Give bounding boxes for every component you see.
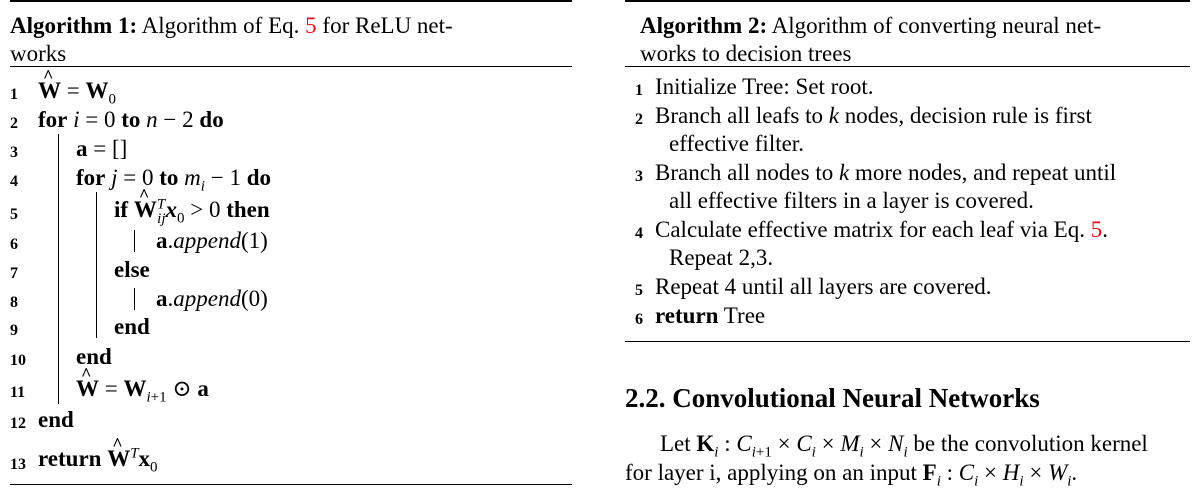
algo2-step-3-cont: all effective filters in a layer is covered. [669, 188, 1034, 213]
algo2-label: Algorithm 2: [640, 13, 768, 38]
line-number: 12 [10, 415, 26, 432]
algorithm-1 [10, 0, 572, 476]
algo2-caption: Algorithm 2: Algorithm of converting neural net- works to decision trees [640, 13, 1102, 66]
algo2-step-2-cont: effective filter. [669, 131, 804, 156]
algo1-line-12: end [38, 407, 74, 432]
algo1-line-13: return ^ $W^Tx_0$ [38, 446, 158, 472]
algo2-step-4-cont: Repeat 2,3. [669, 245, 774, 270]
algo1-line-3: a = [] [76, 136, 128, 161]
line-number: 13 [10, 456, 26, 473]
algo2-step-5: Repeat 4 until all layers are covered. [655, 274, 992, 299]
algo1-caption-rule [10, 66, 572, 67]
line-number: 7 [10, 265, 18, 282]
line-number: 10 [10, 352, 26, 369]
algo1-bottom-rule [10, 484, 572, 485]
eq-reference-link[interactable]: 5 [305, 13, 317, 38]
algo1-line-7: else [114, 257, 150, 282]
line-number: 6 [10, 236, 18, 253]
line-number: 4 [10, 173, 18, 190]
algo1-line-10: end [76, 344, 112, 369]
algo1-line-6: a.append(1) [156, 228, 268, 253]
section-heading: 2.2. Convolutional Neural Networks [625, 383, 1040, 413]
algo2-step-6: return Tree [655, 303, 766, 328]
algo2-step-3: Branch all nodes to k more nodes, and repeat until [655, 160, 1117, 185]
step-number: 4 [635, 225, 643, 242]
line-number: 8 [10, 294, 18, 311]
section-paragraph-line-2: for layer i, applying on an input $F_i$ : $C_i \times H_i \times W_i$. [625, 460, 1078, 490]
for-i-block-bar [58, 134, 59, 404]
eq-reference-link[interactable]: 5 [1090, 217, 1103, 242]
step-number: 3 [635, 168, 643, 185]
algo1-line-2: for i = 0 to n − 2 do [38, 107, 224, 132]
for-j-block-bar [96, 192, 97, 338]
algo1-line-1: ^ $W = W_0$ [38, 78, 116, 104]
algo1-label: Algorithm 1: [10, 13, 138, 38]
step-number: 5 [635, 282, 643, 299]
algo2-caption-rule [625, 66, 1190, 67]
section-paragraph-line-1: Let $K_i$ : $C_{i+1} \times C_i \times M_i \times N_i$ be the convolution kernel [660, 431, 1148, 461]
step-number: 6 [635, 311, 643, 328]
line-number: 2 [10, 115, 18, 132]
algo1-line-5: if ^ $W^T_{ij}x_0 > 0$ then [114, 197, 270, 223]
algo2-step-2: Branch all leafs to k nodes, decision rule is first [655, 103, 1092, 128]
algorithm-2 [625, 0, 1190, 328]
line-number: 5 [10, 206, 18, 223]
algo1-line-8: a.append(0) [156, 286, 268, 311]
algo1-line-11: ^ $W = W_{i+1}$ ⊙ a [76, 376, 209, 402]
step-number: 2 [635, 111, 643, 128]
algo2-bottom-rule [625, 341, 1190, 342]
line-number: 11 [10, 384, 26, 401]
then-block-bar [134, 230, 135, 252]
algo1-line-9: end [114, 314, 150, 339]
step-number: 1 [635, 82, 643, 99]
algo2-step-1: Initialize Tree: Set root. [655, 74, 874, 99]
algo2-step-4: Calculate effective matrix for each leaf via Eq. 5. [655, 217, 1108, 242]
else-block-bar [134, 288, 135, 310]
line-number: 9 [10, 322, 18, 339]
line-number: 1 [10, 86, 18, 103]
line-number: 3 [10, 144, 18, 161]
algo1-line-4: for j = 0 to $m_i - 1$ do [76, 165, 271, 195]
algo1-caption: Algorithm 1: Algorithm of Eq. 5 for ReLU net- works [10, 13, 453, 66]
